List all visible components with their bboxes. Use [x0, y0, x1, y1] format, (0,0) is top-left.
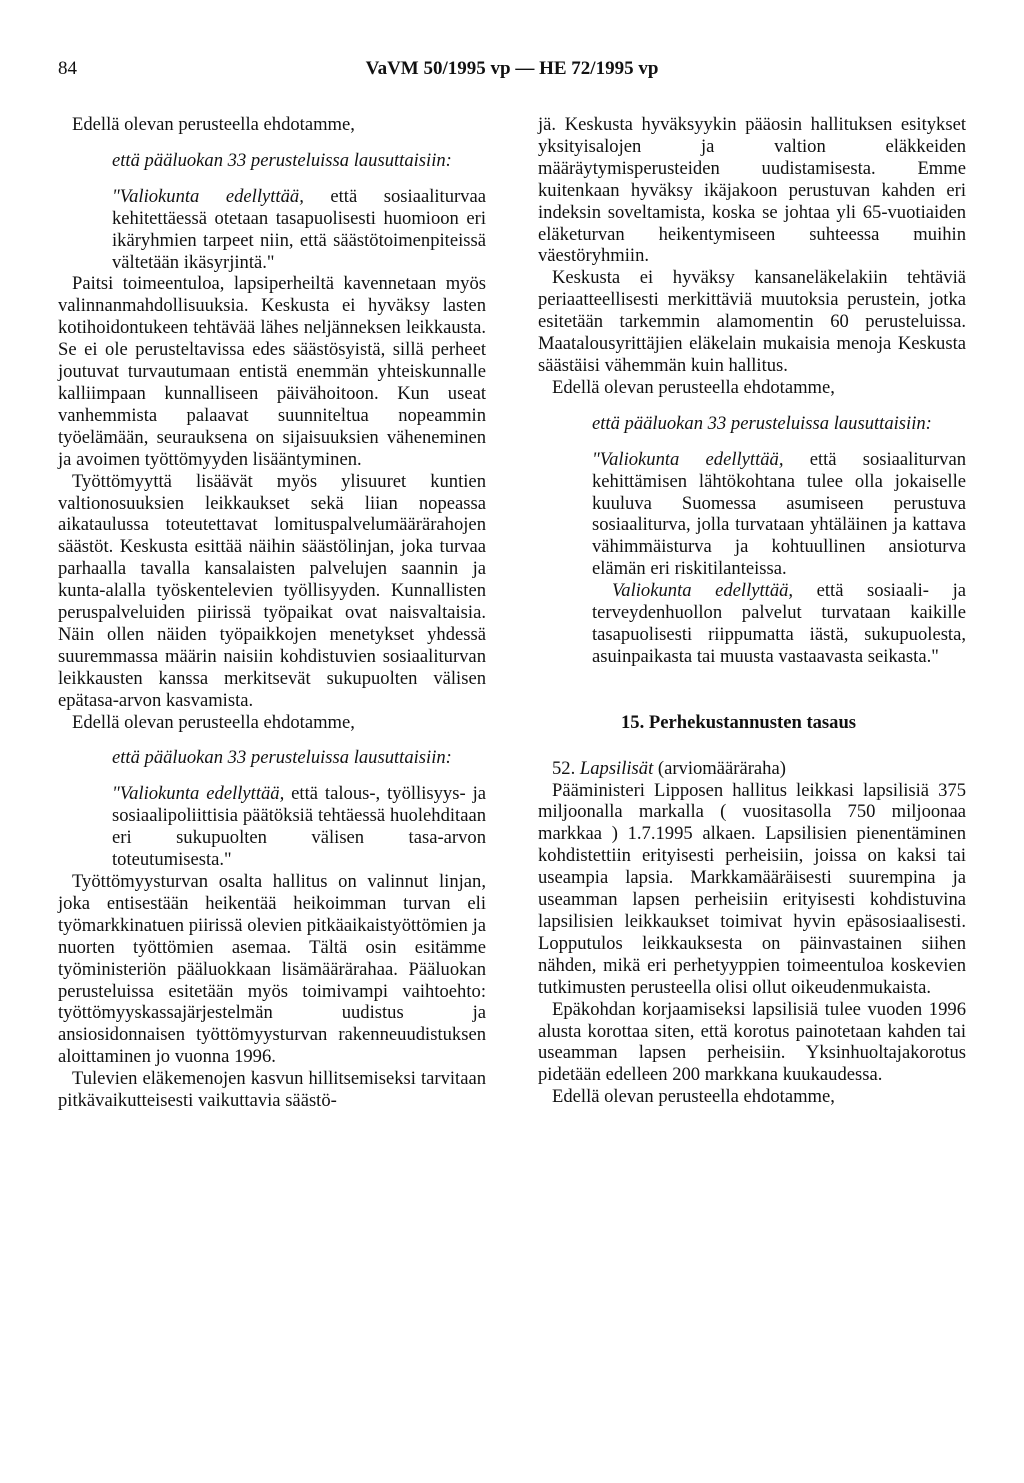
quote-lead: "Valiokunta edellyttää,: [112, 783, 285, 805]
quote-lead: "Valiokunta edellyttää,: [592, 448, 784, 470]
quotation: [58, 186, 486, 274]
quote-text: että talous-, työllisyys- ja sosiaalipoliittisia päätöksiä tehtäessä huolehditaan eri sukupuolten välisen tasa-arvon toteutumisesta.": [112, 783, 486, 871]
item-name: Lapsilisät: [579, 757, 654, 779]
item-number: 52.: [552, 757, 580, 779]
quote-intro: että pääluokan 33 perusteluissa lausuttaisiin:: [112, 747, 452, 769]
paragraph: Tulevien eläkemenojen kasvun hillitsemiseksi tarvitaan pitkävaikutteisesti vaikuttavia säästö-: [58, 1068, 486, 1112]
paragraph: Edellä olevan perusteella ehdotamme,: [552, 376, 835, 398]
quote-intro: että pääluokan 33 perusteluissa lausuttaisiin:: [592, 412, 932, 434]
quote-lead: "Valiokunta edellyttää,: [112, 185, 304, 207]
quotation: [58, 783, 486, 871]
paragraph: Edellä olevan perusteella ehdotamme,: [72, 114, 355, 135]
quote-intro: että pääluokan 33 perusteluissa lausuttaisiin:: [112, 149, 452, 171]
paragraph: Edellä olevan perusteella ehdotamme,: [72, 711, 355, 733]
paragraph: Epäkohdan korjaamiseksi lapsilisiä tulee vuoden 1996 alusta korottaa siten, että korotus painotetaan kahden tai useamman lapsen perheisiin. Yksinhuoltajakorotus pidetään edelleen 200 markkana kuukaudessa.: [538, 998, 966, 1086]
paragraph: Työttömyyttä lisäävät myös ylisuuret kuntien valtionosuuksien leikkaukset sekä liian nopeassa aikataulussa toteutettavat lomituspalvelumäärärahojen säästöt. Keskusta esittää näihin säästölinjan, joka turvaa parhaalla tavalla kansalaisten palvelujen saannin ja kunta-alalla työskentelevien työllisyyden. Kunnallisten peruspalveluiden piirissä työpaikat ovat naisvaltaisia. Näin ollen näiden työpaikkojen menetykset yhdessä suuremmassa määrin naisiin kohdistuvien sosiaaliturvan leikkausten kanssa merkitsevät sukupuolten välisen epätasa-arvon kasvamista.: [58, 470, 486, 711]
page-number: 84: [58, 58, 77, 79]
quotation: [538, 449, 966, 580]
paragraph: Edellä olevan perusteella ehdotamme,: [552, 1086, 835, 1108]
quote-text: että sosiaali- ja terveydenhuollon palvelut turvataan kaikille tasapuolisesti riippumatta iästä, sukupuolesta, asuinpaikasta tai muusta vastaavasta seikasta.": [592, 580, 966, 667]
section-heading: 15. Perhekustannusten tasaus: [621, 711, 857, 733]
left-column: [58, 114, 486, 1112]
right-column: [538, 114, 966, 1108]
quote-text: että sosiaaliturvaa kehitettäessä otetaan tasapuolisesti huomioon eri ikäryhmien tarpeet niin, että säästötoimenpiteissä vältetään ikäsyrjintä.": [112, 185, 486, 273]
paragraph: Paitsi toimeentuloa, lapsiperheiltä kavennetaan myös valinnanmahdollisuuksia. Keskusta ei hyväksy lasten kotihoidontukeen tehtävää lähes neljänneksen leikkausta. Se ei ole perusteltavissa edes säästösyistä, sillä perheet joutuvat turvautumaan entistä enemmän yhteiskunnalle kalliimpaan kunnalliseen päivähoitoon. Kun useat vanhemmista palaavat suunniteltua nopeammin työelämään, seurauksena on sijaisuuksien väheneminen ja avoimen työttömyyden lisääntyminen.: [58, 273, 486, 470]
paragraph: Työttömyysturvan osalta hallitus on valinnut linjan, joka entisestään heikentää heikoimman turvan eli työmarkkinatuen piirissä olevien pitkäaikaistyöttömien ja nuorten työttömien asemaa. Tältä osin esitämme työministeriön pääluokkaan lisämäärärahaa. Pääluokan perusteluissa esitetään myös toimivampi vaihtoehto: työttömyyskassajärjestelmän uudistus ja ansiosidonnaisen työttömyysturvan rakenneuudistuksen aloittaminen jo vuonna 1996.: [58, 871, 486, 1068]
paragraph: Pääministeri Lipposen hallitus leikkasi lapsilisiä 375 miljoonalla markalla ( vuositasolla 750 miljoonaa markkaa ) 1.7.1995 alkaen. Lapsilisien pienentäminen kohdistettiin erityisesti perheisiin, joissa on kaksi tai useampia lapsia. Markkamääräisesti suurempina ja useamman lapsen perheisiin erityisesti kohdistuvina lapsilisien leikkaukset toimivat hyvin epäsosiaalisesti. Lopputulos leikkauksesta on päinvastainen siihen nähden, mikä eri perhetyyppien toimeentuloa koskevien tutkimusten perusteella olisi ollut oikeudenmukaista.: [538, 779, 966, 998]
item-suffix: (arviomääräraha): [653, 757, 786, 779]
budget-item-title: [538, 758, 966, 780]
page-header: [0, 58, 1024, 86]
quote-text: että sosiaaliturvan kehittämisen lähtökohtana tulee olla jokaiselle kuuluva Suomessa asumiseen perustuva sosiaaliturva, jolla turvataan yhtäläinen ja kattava vähimmäisturva ja kohtuullinen ansioturva elämän eri riskitilanteissa.: [592, 448, 966, 580]
paragraph: Keskusta ei hyväksy kansaneläkelakiin tehtäviä periaatteellisesti merkittäviä muutoksia perustein, jotka esitetään tarkemmin alamomentin 60 perusteluissa. Maatalousyrittäjien eläkelain mukaisia menoja Keskusta säästäisi vähemmän kuin hallitus.: [538, 267, 966, 376]
quotation-continued: [538, 580, 966, 668]
quote-lead: Valiokunta edellyttää,: [612, 580, 794, 602]
paragraph: jä. Keskusta hyväksyykin pääosin hallituksen esitykset yksityisalojen ja valtion eläkkeiden määräytymisperusteiden uudistamisesta. Emme kuitenkaan hyväksy ikäjakoon perustuvan kahden eri indeksin soveltamista, koska se johtaa yli 65-vuotiaiden eläketurvan heikentymiseen suhteessa muihin väestöryhmiin.: [538, 114, 966, 267]
running-title: VaVM 50/1995 vp — HE 72/1995 vp: [365, 58, 659, 79]
